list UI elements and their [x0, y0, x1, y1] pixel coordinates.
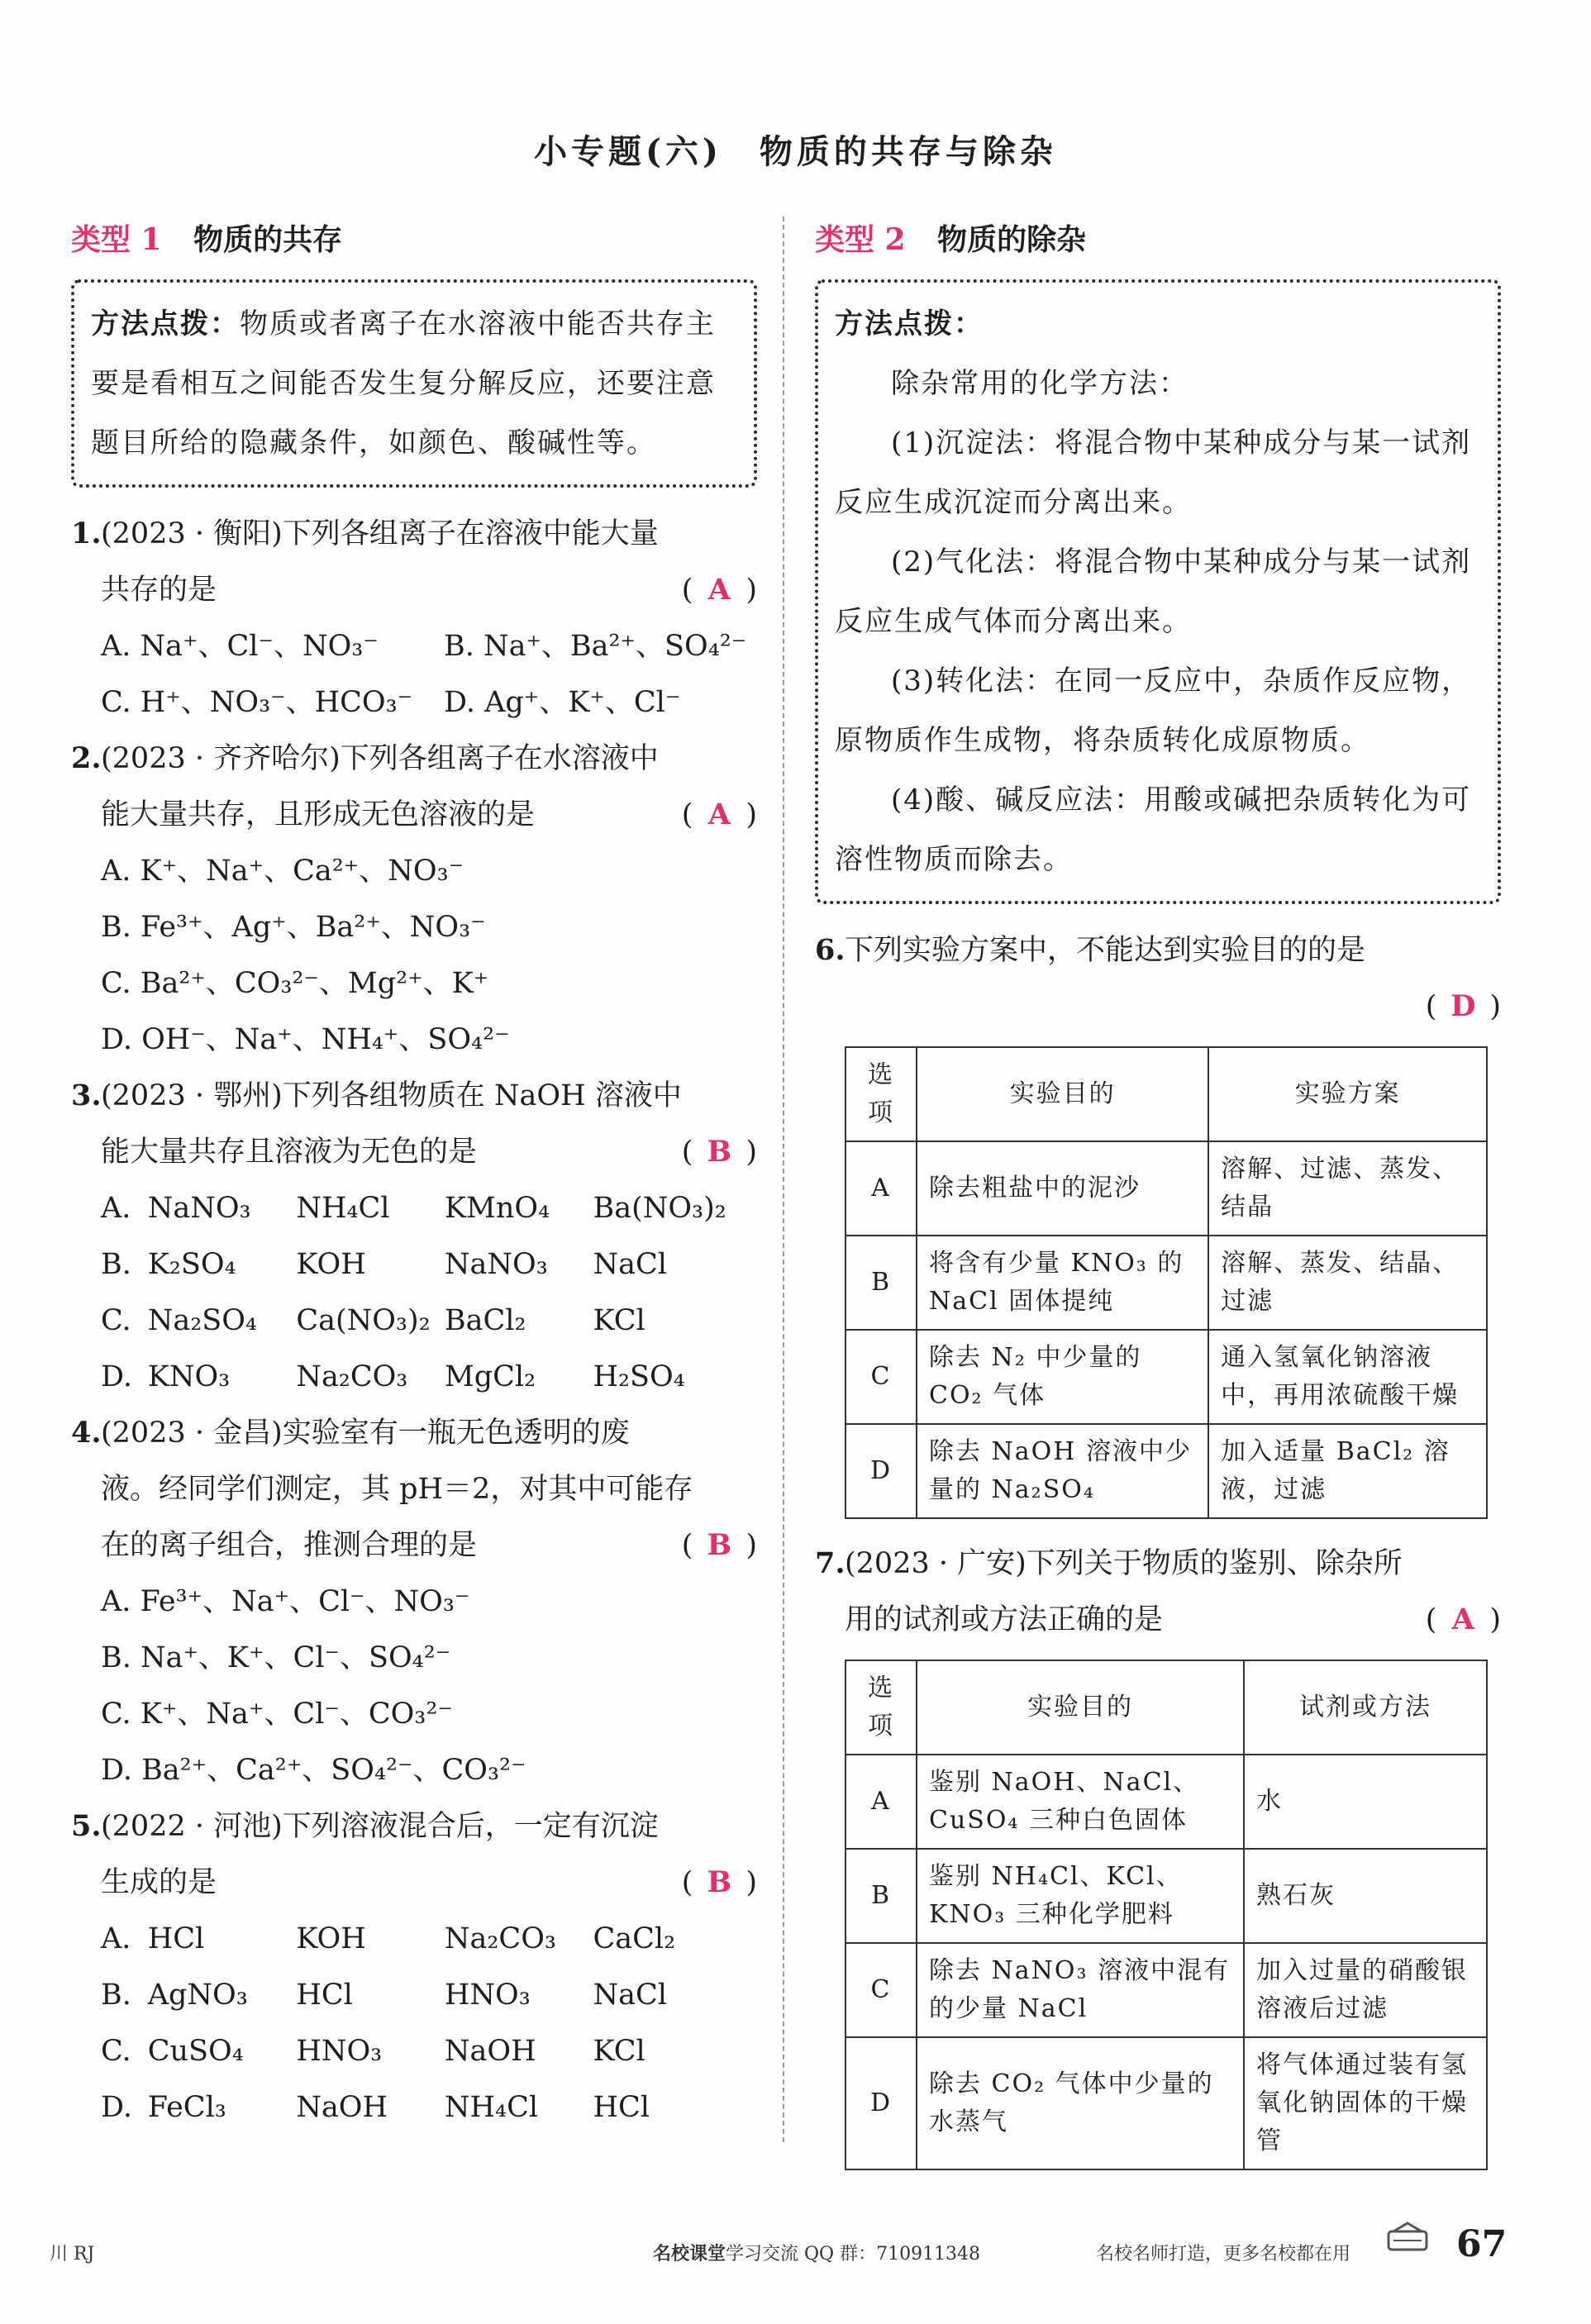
type-title: 物质的共存 — [193, 222, 343, 257]
footer-slogan: 名校名师打造，更多名校都在用 — [1096, 2244, 1351, 2264]
option-item: AgNO₃ — [147, 1979, 248, 2012]
option-item: KOH — [296, 1922, 366, 1955]
table-cell: 将含有少量 KNO₃ 的 NaCl 固体提纯 — [917, 1236, 1208, 1330]
table-cell: 水 — [1244, 1755, 1487, 1849]
method-line: 除杂常用的化学方法： — [891, 367, 1188, 400]
answer-letter: B — [707, 1528, 732, 1562]
question-5 — [71, 1798, 757, 2136]
type-1-heading — [71, 217, 757, 256]
option-item: HCl — [593, 2091, 650, 2124]
table-header: 实验目的 — [917, 1660, 1244, 1755]
question-stem: 下列实验方案中，不能达到实验目的的是 — [845, 934, 1366, 967]
option-b: B. Fe³⁺、Ag⁺、Ba²⁺、NO₃⁻ — [101, 911, 486, 944]
option-d — [71, 1349, 757, 1405]
option-a — [71, 1911, 757, 1967]
option-item: NH₄Cl — [444, 2091, 539, 2124]
question-stem-cont: 共存的是 — [101, 574, 217, 607]
option-item: HCl — [147, 1922, 205, 1955]
question-number: 2. — [71, 741, 102, 775]
table-cell: D — [846, 2037, 917, 2169]
footer-brand: 名校课堂 — [653, 2243, 726, 2264]
experiment-table — [845, 1046, 1488, 1519]
table-header: 选项 — [846, 1660, 917, 1755]
table-cell: 除去 N₂ 中少量的 CO₂ 气体 — [917, 1330, 1208, 1424]
table-row — [846, 1849, 1487, 1943]
table-row — [846, 1141, 1487, 1236]
right-column — [815, 217, 1501, 2187]
table-row — [846, 2037, 1487, 2169]
table-cell: 通入氢氧化钠溶液中，再用浓硫酸干燥 — [1208, 1330, 1487, 1424]
table-cell: 加入过量的硝酸银溶液后过滤 — [1244, 1943, 1487, 2037]
option-item: MgCl₂ — [444, 1360, 536, 1393]
question-number: 1. — [71, 517, 102, 550]
table-cell: C — [846, 1943, 917, 2037]
question-stem-cont: 液。经同学们测定，其 pH＝2，对其中可能存 — [101, 1473, 693, 1506]
question-stem: 下列各组物质在 NaOH 溶液中 — [282, 1079, 682, 1112]
option-c: C. H⁺、NO₃⁻、HCO₃⁻ — [101, 686, 413, 719]
question-1 — [71, 506, 757, 731]
table-cell: 除去 CO₂ 气体中少量的水蒸气 — [917, 2037, 1244, 2169]
table-cell: 除去 NaOH 溶液中少量的 Na₂SO₄ — [917, 1424, 1208, 1518]
table-cell: 鉴别 NH₄Cl、KCl、KNO₃ 三种化学肥料 — [917, 1849, 1244, 1943]
method-line: (3)转化法：在同一反应中，杂质作反应物，原物质作生成物，将杂质转化成原物质。 — [835, 664, 1472, 757]
option-d: D. Ba²⁺、Ca²⁺、SO₄²⁻、CO₃²⁻ — [101, 1754, 526, 1787]
answer-bracket: ( B ) — [682, 1855, 757, 1911]
question-stem: 下列各组离子在溶液中能大量 — [282, 517, 659, 550]
option-item: NH₄Cl — [296, 1192, 390, 1225]
table-header-row — [846, 1660, 1487, 1755]
table-cell: A — [846, 1755, 917, 1849]
question-number: 6. — [815, 933, 846, 967]
table-header-row — [846, 1047, 1487, 1141]
option-d — [71, 2079, 757, 2136]
table-row — [846, 1755, 1487, 1849]
table-cell: 熟石灰 — [1244, 1849, 1487, 1943]
type-tag: 类型 1 — [71, 222, 162, 257]
option-letter: A. — [101, 1192, 131, 1225]
question-stem-cont: 能大量共存且溶液为无色的是 — [101, 1136, 478, 1169]
question-4 — [71, 1405, 757, 1798]
option-b — [71, 1967, 757, 2023]
option-item: NaNO₃ — [147, 1192, 251, 1225]
table-header: 试剂或方法 — [1244, 1660, 1487, 1755]
question-stem-cont: 用的试剂或方法正确的是 — [845, 1603, 1164, 1636]
option-item: CuSO₄ — [147, 2035, 244, 2068]
answer-letter: D — [1450, 989, 1476, 1023]
footer-edition: 川 RJ — [50, 2244, 95, 2264]
option-item: NaNO₃ — [444, 1248, 548, 1281]
question-stem-cont: 生成的是 — [101, 1866, 217, 1899]
option-d: D. OH⁻、Na⁺、NH₄⁺、SO₄²⁻ — [101, 1023, 510, 1056]
column-divider — [783, 217, 784, 2142]
option-c — [71, 1293, 757, 1349]
option-d: D. Ag⁺、K⁺、Cl⁻ — [444, 686, 681, 719]
option-item: KCl — [593, 2035, 645, 2068]
option-item: NaCl — [593, 1979, 667, 2012]
question-stem-cont: 能大量共存，且形成无色溶液的是 — [101, 798, 536, 831]
table-header: 实验目的 — [917, 1047, 1208, 1141]
option-c: C. Ba²⁺、CO₃²⁻、Mg²⁺、K⁺ — [101, 967, 489, 1000]
table-cell: D — [846, 1424, 917, 1518]
option-item: H₂SO₄ — [593, 1360, 685, 1393]
question-3 — [71, 1068, 757, 1405]
option-item: FeCl₃ — [147, 2091, 226, 2124]
option-item: K₂SO₄ — [147, 1248, 236, 1281]
option-c: C. K⁺、Na⁺、Cl⁻、CO₃²⁻ — [101, 1698, 453, 1731]
table-cell: B — [846, 1236, 917, 1330]
option-item: HCl — [296, 1979, 353, 2012]
option-b: B. Na⁺、K⁺、Cl⁻、SO₄²⁻ — [101, 1641, 451, 1674]
method-tip-box — [815, 279, 1501, 904]
question-7 — [815, 1536, 1501, 2170]
option-letter: D. — [101, 2091, 132, 2124]
question-source: (2023 · 齐齐哈尔) — [101, 742, 341, 775]
answer-letter: A — [1451, 1603, 1474, 1636]
option-item: HNO₃ — [444, 1979, 531, 2012]
table-cell: 鉴别 NaOH、NaCl、CuSO₄ 三种白色固体 — [917, 1755, 1244, 1849]
option-c — [71, 2023, 757, 2079]
option-item: KNO₃ — [147, 1360, 231, 1393]
question-source: (2022 · 河池) — [101, 1810, 283, 1843]
option-a: A. Na⁺、Cl⁻、NO₃⁻ — [101, 630, 379, 663]
question-6 — [815, 922, 1501, 1519]
option-letter: C. — [101, 2035, 131, 2068]
answer-letter: B — [707, 1135, 732, 1169]
option-letter: D. — [101, 1360, 132, 1393]
method-line: (2)气化法：将混合物中某种成分与某一试剂反应生成气体而分离出来。 — [835, 545, 1472, 638]
question-source: (2023 · 广安) — [845, 1547, 1027, 1580]
table-header: 实验方案 — [1208, 1047, 1487, 1141]
page-number: 67 — [1456, 2223, 1508, 2265]
option-letter: A. — [101, 1922, 131, 1955]
answer-bracket: ( A ) — [682, 787, 757, 843]
table-cell: A — [846, 1141, 917, 1236]
answer-bracket: ( A ) — [682, 562, 757, 618]
method-label: 方法点拨： — [835, 307, 984, 341]
type-title: 物质的除杂 — [937, 222, 1087, 257]
option-item: KMnO₄ — [444, 1192, 550, 1225]
identification-table — [845, 1660, 1488, 2170]
answer-letter: A — [707, 573, 731, 607]
answer-bracket: ( D ) — [1426, 979, 1501, 1035]
table-row — [846, 1424, 1487, 1518]
answer-bracket: ( B ) — [682, 1517, 757, 1574]
question-number: 5. — [71, 1809, 102, 1843]
brand-logo-icon — [1385, 2220, 1430, 2256]
option-a: A. Fe³⁺、Na⁺、Cl⁻、NO₃⁻ — [101, 1585, 470, 1618]
method-tip-box — [71, 279, 757, 488]
question-number: 4. — [71, 1416, 102, 1450]
question-stem-cont: 在的离子组合，推测合理的是 — [101, 1529, 478, 1562]
answer-bracket: ( A ) — [1426, 1592, 1501, 1648]
table-header: 选项 — [846, 1047, 917, 1141]
method-label: 方法点拨： — [91, 307, 240, 341]
question-stem: 下列关于物质的鉴别、除杂所 — [1026, 1547, 1403, 1580]
option-item: Na₂CO₃ — [296, 1360, 408, 1393]
option-item: KCl — [593, 1304, 645, 1337]
option-item: BaCl₂ — [444, 1304, 526, 1337]
option-item: NaOH — [444, 2035, 536, 2068]
table-cell: 将气体通过装有氢氧化钠固体的干燥管 — [1244, 2037, 1487, 2169]
option-item: Ba(NO₃)₂ — [593, 1192, 726, 1225]
table-cell: C — [846, 1330, 917, 1424]
option-item: Na₂SO₄ — [147, 1304, 257, 1337]
method-line: (4)酸、碱反应法：用酸或碱把杂质转化为可溶性物质而除去。 — [835, 783, 1472, 876]
footer-qq-group: 学习交流 QQ 群：710911348 — [726, 2244, 981, 2264]
left-column — [71, 217, 757, 2136]
option-letter: C. — [101, 1304, 131, 1337]
question-source: (2023 · 鄂州) — [101, 1079, 283, 1112]
option-b: B. Na⁺、Ba²⁺、SO₄²⁻ — [444, 630, 747, 663]
answer-letter: B — [707, 1865, 732, 1899]
table-cell: 溶解、蒸发、结晶、过滤 — [1208, 1236, 1487, 1330]
option-letter: B. — [101, 1979, 131, 2012]
answer-letter: A — [707, 798, 731, 831]
option-item: NaCl — [593, 1248, 667, 1281]
option-item: NaOH — [296, 2091, 388, 2124]
question-stem: 下列各组离子在水溶液中 — [340, 742, 659, 775]
option-item: Ca(NO₃)₂ — [296, 1304, 431, 1337]
table-cell: 除去 NaNO₃ 溶液中混有的少量 NaCl — [917, 1943, 1244, 2037]
type-2-heading — [815, 217, 1501, 256]
method-text: 物质或者离子在水溶液中能否共存主要是看相互之间能否发生复分解反应，还要注意题目所给的隐藏条件，如颜色、酸碱性等。 — [91, 307, 716, 460]
option-item: HNO₃ — [296, 2035, 383, 2068]
question-2 — [71, 731, 757, 1068]
question-source: (2023 · 衡阳) — [101, 517, 283, 550]
option-item: Na₂CO₃ — [444, 1922, 556, 1955]
option-a: A. K⁺、Na⁺、Ca²⁺、NO₃⁻ — [101, 855, 464, 888]
page-title: 小专题(六) 物质的共存与除杂 — [534, 132, 1057, 171]
footer-center — [653, 2240, 980, 2265]
table-cell: 加入适量 BaCl₂ 溶液，过滤 — [1208, 1424, 1487, 1518]
table-cell: 除去粗盐中的泥沙 — [917, 1141, 1208, 1236]
question-stem: 实验室有一瓶无色透明的废 — [282, 1417, 630, 1450]
option-item: KOH — [296, 1248, 366, 1281]
option-item: CaCl₂ — [593, 1922, 676, 1955]
table-cell: B — [846, 1849, 917, 1943]
table-row — [846, 1236, 1487, 1330]
option-b — [71, 1236, 757, 1293]
question-stem: 下列溶液混合后，一定有沉淀 — [282, 1810, 659, 1843]
option-a — [71, 1180, 757, 1236]
option-letter: B. — [101, 1248, 131, 1281]
answer-bracket: ( B ) — [682, 1124, 757, 1180]
question-number: 3. — [71, 1079, 102, 1112]
table-row — [846, 1330, 1487, 1424]
table-row — [846, 1943, 1487, 2037]
method-line: (1)沉淀法：将混合物中某种成分与某一试剂反应生成沉淀而分离出来。 — [835, 426, 1472, 519]
question-source: (2023 · 金昌) — [101, 1417, 283, 1450]
question-number: 7. — [815, 1546, 846, 1580]
type-tag: 类型 2 — [815, 222, 906, 257]
table-cell: 溶解、过滤、蒸发、结晶 — [1208, 1141, 1487, 1236]
